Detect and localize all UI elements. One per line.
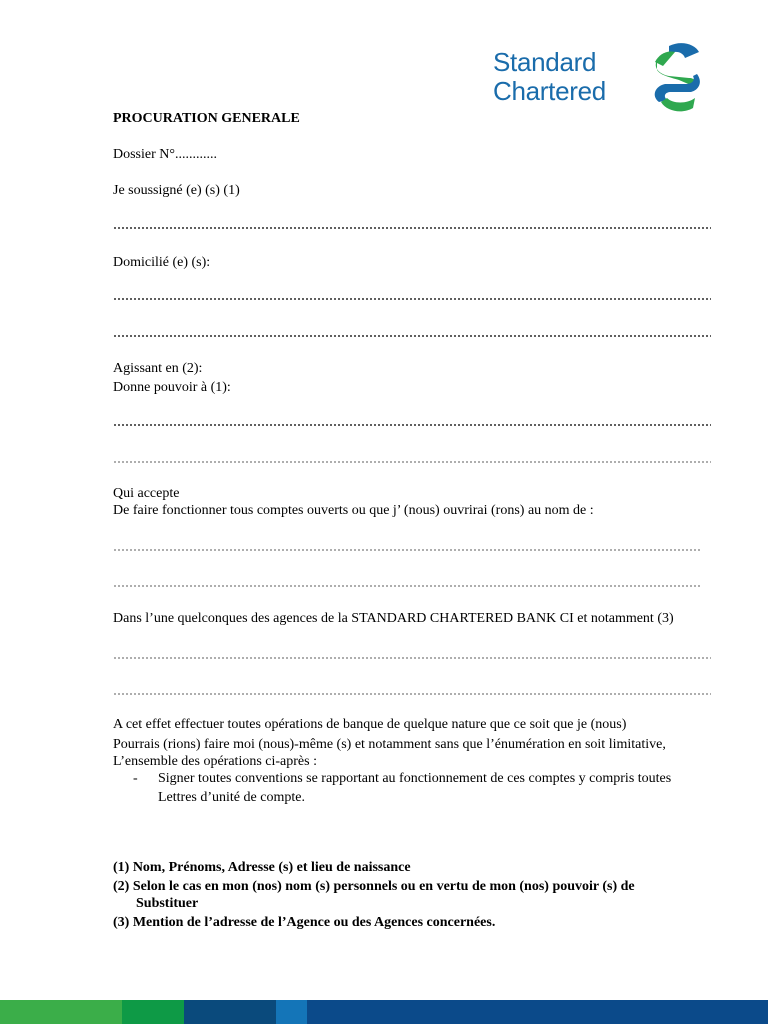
effet-line-3: L’ensemble des opérations ci-après : [113, 754, 317, 769]
agissant-label: Agissant en (2): [113, 361, 203, 376]
fill-line [113, 585, 701, 587]
bullet-dash: - [133, 771, 138, 786]
fill-line [113, 693, 711, 695]
soussigne-label: Je soussigné (e) (s) (1) [113, 183, 240, 198]
footer-color-band [0, 1000, 768, 1024]
agences-text: Dans l’une quelconques des agences de la STANDARD CHARTERED BANK CI et notamment (3) [113, 611, 674, 626]
footer-segment [122, 1000, 184, 1024]
footer-segment [0, 1000, 122, 1024]
logo-line-2: Chartered [493, 76, 606, 106]
logo-wordmark [493, 48, 606, 106]
donne-pouvoir-label: Donne pouvoir à (1): [113, 380, 231, 395]
effet-line-2: Pourrais (rions) faire moi (nous)-même (s) et notamment sans que l’énumération en soit limitative, [113, 737, 666, 752]
fill-line [113, 227, 711, 229]
bullet-line-2: Lettres d’unité de compte. [158, 790, 305, 805]
logo-line-1: Standard [493, 47, 597, 77]
footer-segment [307, 1000, 768, 1024]
fill-line [113, 424, 711, 426]
note-2-line-2: Substituer [136, 896, 199, 911]
footer-segment [184, 1000, 276, 1024]
dossier-number-label: Dossier N°............ [113, 147, 217, 162]
footer-segment [276, 1000, 307, 1024]
faire-fonctionner-text: De faire fonctionner tous comptes ouverts ou que j’ (nous) ouvrirai (rons) au nom de : [113, 503, 594, 518]
effet-line-1: A cet effet effectuer toutes opérations de banque de quelque nature que ce soit que je (nous) [113, 717, 627, 732]
note-2-line-1: (2) Selon le cas en mon (nos) nom (s) personnels ou en vertu de mon (nos) pouvoir (s) de [113, 879, 635, 894]
bullet-line-1: Signer toutes conventions se rapportant au fonctionnement de ces comptes y compris toutes [158, 771, 672, 786]
fill-line [113, 335, 711, 337]
fill-line [113, 549, 701, 551]
standard-chartered-logo [493, 40, 708, 115]
note-1: (1) Nom, Prénoms, Adresse (s) et lieu de naissance [113, 860, 411, 875]
logo-swirl-icon [649, 40, 705, 115]
note-3: (3) Mention de l’adresse de l’Agence ou des Agences concernées. [113, 915, 496, 930]
fill-line [113, 657, 711, 659]
qui-accepte-label: Qui accepte [113, 486, 180, 501]
fill-line [113, 298, 711, 300]
domicilie-label: Domicilié (e) (s): [113, 255, 211, 270]
fill-line [113, 461, 711, 463]
document-title: PROCURATION GENERALE [113, 111, 300, 126]
